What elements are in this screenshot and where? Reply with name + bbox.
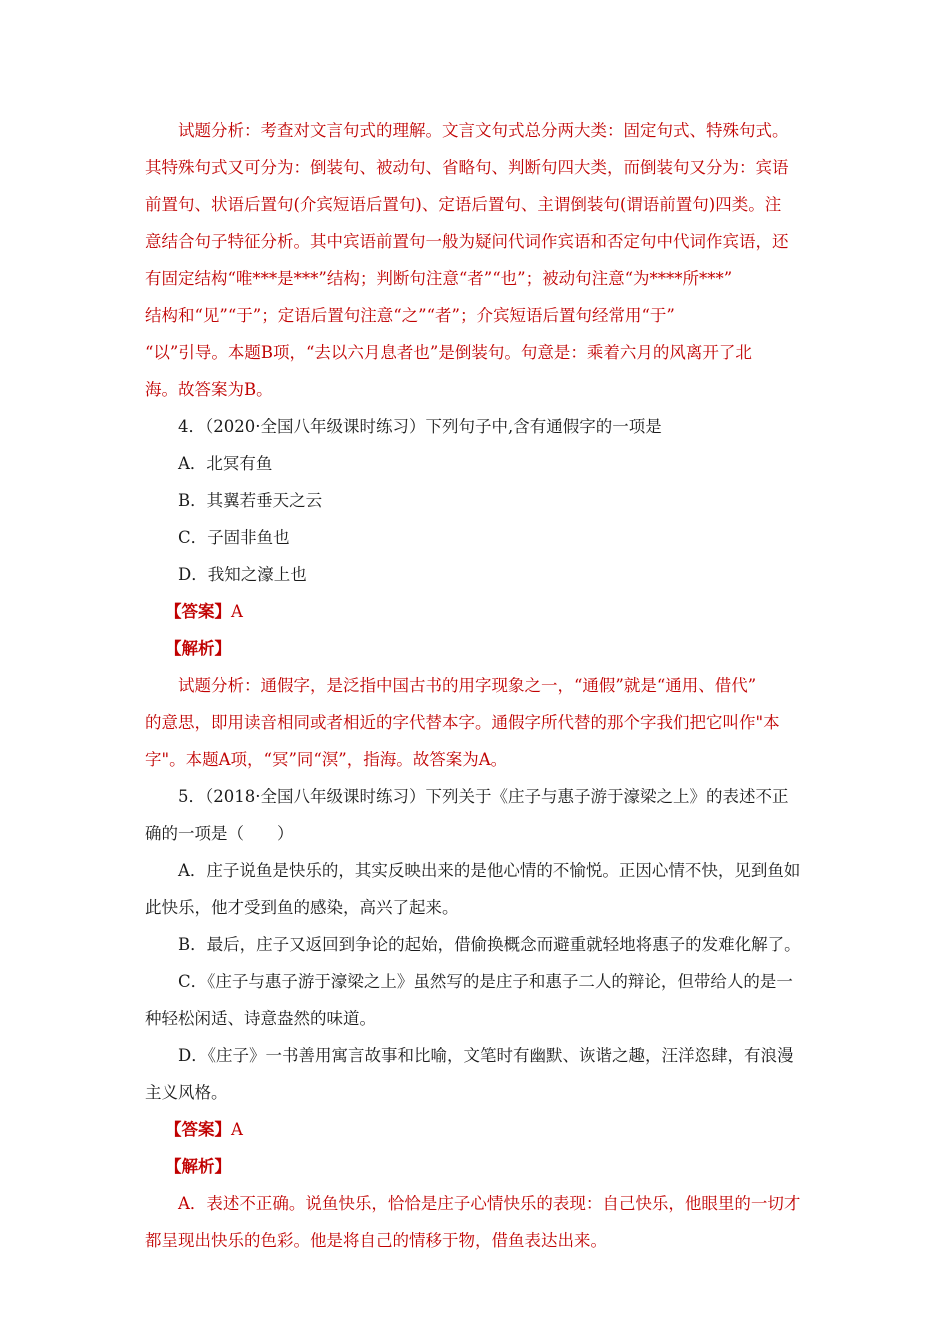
question-4 [145,408,810,778]
option-d: D．我知之濠上也 [178,565,307,584]
analysis-line: 有固定结构“唯***是***”结构；判断句注意“者”“也”；被动句注意“为****所***” [145,269,733,288]
analysis-body [145,1185,810,1259]
answer-row [145,1111,810,1148]
answer-label: 【答案】 [165,1120,231,1139]
option-a: A．北冥有鱼 [178,454,273,473]
question-5 [145,778,810,1259]
answer-row [145,593,810,630]
analysis-line: 试题分析：考查对文言句式的理解。文言文句式总分两大类：固定句式、特殊句式。 [178,121,789,140]
analysis-label: 【解析】 [165,639,231,658]
option-a: A．庄子说鱼是快乐的，其实反映出来的是他心情的不愉悦。正因心情不快，见到鱼如 [178,861,801,880]
answer-value: A [231,1120,243,1139]
analysis-line: 的意思，即用读音相同或者相近的字代替本字。通假字所代替的那个字我们把它叫作"本 [145,713,780,732]
answer-value: A [231,602,243,621]
option-c: C．子固非鱼也 [178,528,290,547]
analysis-line: 字"。本题A项，“冥”同“溟”，指海。故答案为A。 [145,750,508,769]
answer-label: 【答案】 [165,602,231,621]
question-stem-cont: 确的一项是（ ） [145,824,294,843]
analysis-line: 都呈现出快乐的色彩。他是将自己的情移于物，借鱼表达出来。 [145,1231,607,1250]
option-d: D．《庄子》一书善用寓言故事和比喻，文笔时有幽默、诙谐之趣，汪洋恣肆，有浪漫 [178,1046,794,1065]
analysis-line: 其特殊句式又可分为：倒装句、被动句、省略句、判断句四大类，而倒装句又分为：宾语 [145,158,789,177]
analysis-line: 结构和“见”“于”；定语后置句注意“之”“者”；介宾短语后置句经常用“于” [145,306,675,325]
question-stem: 5．（2018·全国八年级课时练习）下列关于《庄子与惠子游于濠梁之上》的表述不正 [178,787,789,806]
analysis-line: 意结合句子特征分析。其中宾语前置句一般为疑问代词作宾语和否定句中代词作宾语，还 [145,232,789,251]
analysis-line: 试题分析：通假字，是泛指中国古书的用字现象之一，“通假”就是“通用、借代” [178,676,757,695]
question-stem: 4．（2020·全国八年级课时练习）下列句子中,含有通假字的一项是 [178,417,662,436]
analysis-prev [145,112,810,408]
analysis-line: “以”引导。本题B项，“去以六月息者也”是倒装句。句意是：乘着六月的风离开了北 [145,343,752,362]
option-b: B．最后，庄子又返回到争论的起始，借偷换概念而避重就轻地将惠子的发难化解了。 [178,935,801,954]
analysis-body [145,667,810,778]
option-a-cont: 此快乐，他才受到鱼的感染，高兴了起来。 [145,898,459,917]
option-c: C．《庄子与惠子游于濠梁之上》虽然写的是庄子和惠子二人的辩论，但带给人的是一 [178,972,793,991]
analysis-line: 海。故答案为B。 [145,380,273,399]
analysis-label: 【解析】 [165,1157,231,1176]
analysis-line: A．表述不正确。说鱼快乐，恰恰是庄子心情快乐的表现：自己快乐，他眼里的一切才 [178,1194,801,1213]
page-content [145,112,810,1259]
analysis-line: 前置句、状语后置句(介宾短语后置句)、定语后置句、主谓倒装句(谓语前置句)四类。注 [145,195,782,214]
option-b: B．其翼若垂天之云 [178,491,323,510]
option-c-cont: 种轻松闲适、诗意盎然的味道。 [145,1009,376,1028]
option-d-cont: 主义风格。 [145,1083,228,1102]
